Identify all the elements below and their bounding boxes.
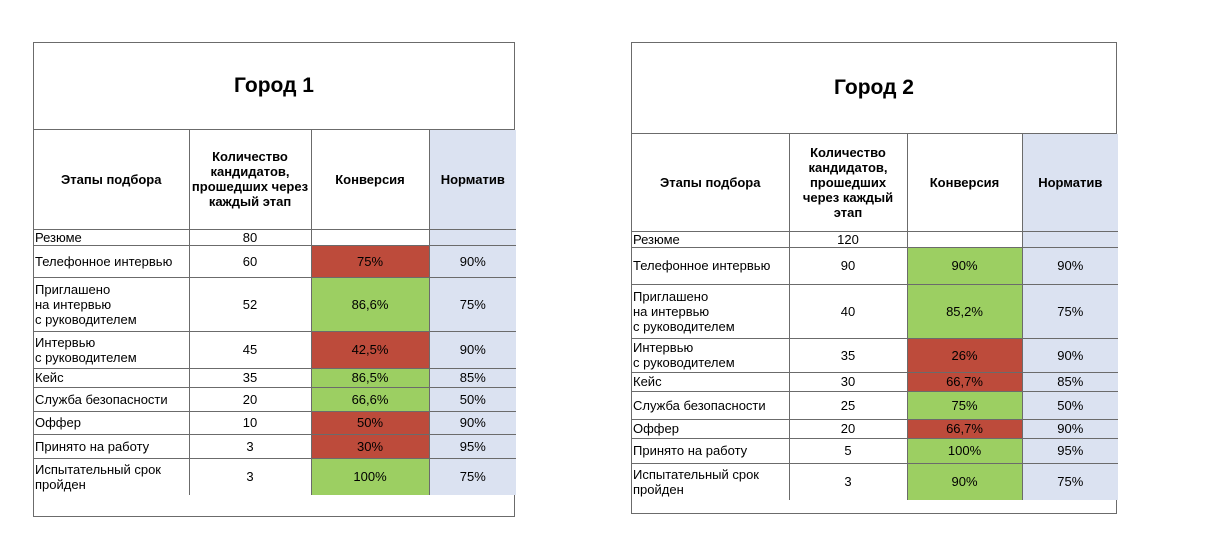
- count-cell-text: 80: [242, 229, 258, 245]
- header-norm: Норматив: [429, 130, 516, 229]
- norm-cell: [429, 434, 516, 458]
- stage-cell-text: Оффер: [35, 415, 81, 430]
- header-count: Количество кандидатов, прошедших через каждый этап: [789, 134, 907, 231]
- norm-cell: [1022, 284, 1118, 338]
- table-row: [632, 391, 1118, 419]
- norm-cell: [429, 368, 516, 387]
- count-cell-text: 5: [844, 443, 852, 458]
- count-cell-text: 45: [242, 342, 258, 357]
- table-row: [34, 229, 516, 245]
- count-cell-text: 3: [844, 474, 852, 490]
- conversion-cell-text: 90%: [951, 474, 978, 490]
- header-row: [34, 130, 516, 229]
- conversion-cell: [311, 245, 429, 277]
- stage-cell-text: Интервью с руководителем: [633, 340, 735, 370]
- norm-cell-text: 50%: [459, 391, 486, 407]
- header-count: Количество кандидатов, прошедших через каждый этап: [189, 130, 311, 229]
- conversion-cell: [907, 419, 1022, 438]
- header-norm: Норматив: [1022, 134, 1118, 231]
- stage-cell-text: Приглашено на интервью с руководителем: [633, 288, 735, 334]
- table-row: [34, 331, 516, 368]
- norm-cell: [1022, 391, 1118, 419]
- table-row: [632, 231, 1118, 247]
- table-row: [34, 368, 516, 387]
- conversion-cell: [907, 438, 1022, 463]
- conversion-cell-text: 66,7%: [946, 421, 983, 436]
- conversion-cell: [907, 284, 1022, 338]
- conversion-cell-text: 85,2%: [946, 303, 983, 319]
- table-row: [632, 419, 1118, 438]
- conversion-cell: [311, 458, 429, 495]
- table-row: [34, 387, 516, 411]
- count-cell: [189, 434, 311, 458]
- city-2-table: [632, 134, 1118, 500]
- table-row: [632, 247, 1118, 284]
- stage-cell: [632, 338, 789, 372]
- count-cell: [789, 231, 907, 247]
- count-cell-text: 52: [242, 296, 258, 312]
- conversion-cell: [907, 372, 1022, 391]
- stage-cell-text: Испытательный срок пройден: [35, 461, 161, 492]
- stage-cell-text: Кейс: [35, 370, 64, 385]
- stage-cell-text: Приглашено на интервью с руководителем: [35, 281, 137, 327]
- stage-cell-text: Резюме: [35, 229, 82, 245]
- table-row: [34, 411, 516, 434]
- conversion-cell: [907, 463, 1022, 500]
- stage-cell-text: Принято на работу: [35, 438, 150, 454]
- norm-cell: [1022, 372, 1118, 391]
- stage-cell: [34, 368, 189, 387]
- norm-cell: [1022, 438, 1118, 463]
- count-cell-text: 10: [242, 415, 258, 430]
- count-cell-text: 25: [840, 397, 856, 413]
- norm-cell: [429, 245, 516, 277]
- city-1-table-block: [33, 42, 515, 517]
- stage-cell-text: Резюме: [633, 231, 680, 247]
- norm-cell: [1022, 463, 1118, 500]
- stage-cell-text: Испытательный срок пройден: [633, 466, 759, 497]
- count-cell-text: 40: [840, 303, 856, 319]
- norm-cell: [1022, 338, 1118, 372]
- conversion-cell: [907, 247, 1022, 284]
- count-cell: [789, 372, 907, 391]
- count-cell-text: 20: [840, 421, 856, 436]
- count-cell-text: 120: [837, 231, 859, 247]
- norm-cell-text: 85%: [459, 370, 486, 385]
- table-row: [34, 434, 516, 458]
- norm-cell: [1022, 419, 1118, 438]
- stage-cell: [632, 372, 789, 391]
- count-cell: [189, 458, 311, 495]
- stage-cell-text: Служба безопасности: [35, 391, 168, 407]
- conversion-cell-text: 86,5%: [351, 370, 389, 385]
- stage-cell: [34, 331, 189, 368]
- conversion-cell-text: 50%: [356, 415, 384, 430]
- conversion-cell: [907, 338, 1022, 372]
- norm-cell-text: 90%: [1057, 347, 1084, 363]
- norm-cell-text: 75%: [1057, 474, 1084, 490]
- conversion-cell-text: 75%: [951, 397, 978, 413]
- stage-cell: [632, 284, 789, 338]
- count-cell: [189, 411, 311, 434]
- stage-cell-text: Принято на работу: [633, 443, 748, 458]
- norm-cell-text: 90%: [459, 342, 486, 357]
- table-row: [34, 277, 516, 331]
- table-row: [632, 338, 1118, 372]
- count-cell-text: 35: [840, 347, 856, 363]
- stage-cell: [632, 391, 789, 419]
- norm-cell: [429, 331, 516, 368]
- stage-cell: [34, 245, 189, 277]
- norm-cell-text: 90%: [1057, 258, 1084, 273]
- header-conversion: Конверсия: [311, 130, 429, 229]
- table-row: [34, 458, 516, 495]
- conversion-cell-text: 30%: [356, 438, 384, 454]
- norm-cell-text: 75%: [459, 296, 486, 312]
- stage-cell-text: Телефонное интервью: [35, 253, 173, 269]
- city-2-title: Город 2: [632, 43, 1116, 134]
- count-cell: [189, 277, 311, 331]
- count-cell: [189, 331, 311, 368]
- count-cell: [789, 338, 907, 372]
- norm-cell-text: 90%: [459, 253, 486, 269]
- header-conversion: Конверсия: [907, 134, 1022, 231]
- table-row: [632, 372, 1118, 391]
- stage-cell: [34, 411, 189, 434]
- norm-cell: [429, 277, 516, 331]
- conversion-cell-text: 66,6%: [351, 391, 389, 407]
- header-stages: Этапы подбора: [34, 130, 189, 229]
- city-1-table: [34, 130, 516, 495]
- stage-cell: [632, 419, 789, 438]
- conversion-cell-text: 90%: [951, 258, 978, 273]
- city-2-table-block: [631, 42, 1117, 514]
- norm-cell: [429, 229, 516, 245]
- stage-cell: [632, 438, 789, 463]
- conversion-cell: [311, 368, 429, 387]
- count-cell-text: 35: [242, 370, 258, 385]
- conversion-cell: [311, 411, 429, 434]
- stage-cell: [34, 434, 189, 458]
- table-row: [632, 284, 1118, 338]
- count-cell: [789, 438, 907, 463]
- conversion-cell-text: 86,6%: [351, 296, 389, 312]
- count-cell-text: 3: [246, 469, 254, 485]
- count-cell: [789, 284, 907, 338]
- count-cell-text: 3: [246, 438, 254, 454]
- conversion-cell-text: 66,7%: [946, 374, 983, 389]
- stage-cell-text: Интервью с руководителем: [35, 334, 137, 365]
- norm-cell: [1022, 247, 1118, 284]
- conversion-cell-text: 75%: [356, 253, 384, 269]
- table-row: [34, 245, 516, 277]
- table-row: [632, 438, 1118, 463]
- stage-cell: [632, 231, 789, 247]
- count-cell: [789, 419, 907, 438]
- header-row: [632, 134, 1118, 231]
- norm-cell: [429, 411, 516, 434]
- norm-cell: [429, 387, 516, 411]
- stage-cell: [34, 387, 189, 411]
- count-cell: [189, 245, 311, 277]
- conversion-cell: [311, 387, 429, 411]
- count-cell: [789, 463, 907, 500]
- header-stages: Этапы подбора: [632, 134, 789, 231]
- norm-cell: [1022, 231, 1118, 247]
- stage-cell-text: Телефонное интервью: [633, 258, 771, 273]
- city-1-title: Город 1: [34, 43, 514, 130]
- stage-cell: [632, 463, 789, 500]
- conversion-cell-text: 26%: [951, 347, 978, 363]
- norm-cell-text: 75%: [459, 469, 486, 485]
- norm-cell-text: 75%: [1057, 303, 1084, 319]
- count-cell: [189, 229, 311, 245]
- norm-cell-text: 85%: [1057, 374, 1084, 389]
- conversion-cell-text: 42,5%: [351, 342, 389, 357]
- conversion-cell-text: 100%: [947, 443, 982, 458]
- count-cell: [189, 387, 311, 411]
- stage-cell: [34, 277, 189, 331]
- norm-cell: [429, 458, 516, 495]
- stage-cell-text: Служба безопасности: [633, 397, 766, 413]
- norm-cell-text: 90%: [1057, 421, 1084, 436]
- stage-cell-text: Кейс: [633, 374, 662, 389]
- conversion-cell: [311, 434, 429, 458]
- norm-cell-text: 95%: [459, 438, 486, 454]
- stage-cell: [34, 229, 189, 245]
- stage-cell-text: Оффер: [633, 421, 679, 436]
- conversion-cell: [907, 231, 1022, 247]
- count-cell-text: 90: [840, 258, 856, 273]
- count-cell-text: 60: [242, 253, 258, 269]
- norm-cell-text: 90%: [459, 415, 486, 430]
- conversion-cell: [311, 229, 429, 245]
- count-cell-text: 30: [840, 374, 856, 389]
- count-cell: [789, 247, 907, 284]
- table-row: [632, 463, 1118, 500]
- count-cell-text: 20: [242, 391, 258, 407]
- conversion-cell: [907, 391, 1022, 419]
- conversion-cell: [311, 331, 429, 368]
- count-cell: [789, 391, 907, 419]
- norm-cell-text: 50%: [1057, 397, 1084, 413]
- stage-cell: [632, 247, 789, 284]
- count-cell: [189, 368, 311, 387]
- stage-cell: [34, 458, 189, 495]
- conversion-cell-text: 100%: [353, 469, 387, 485]
- norm-cell-text: 95%: [1057, 443, 1084, 458]
- conversion-cell: [311, 277, 429, 331]
